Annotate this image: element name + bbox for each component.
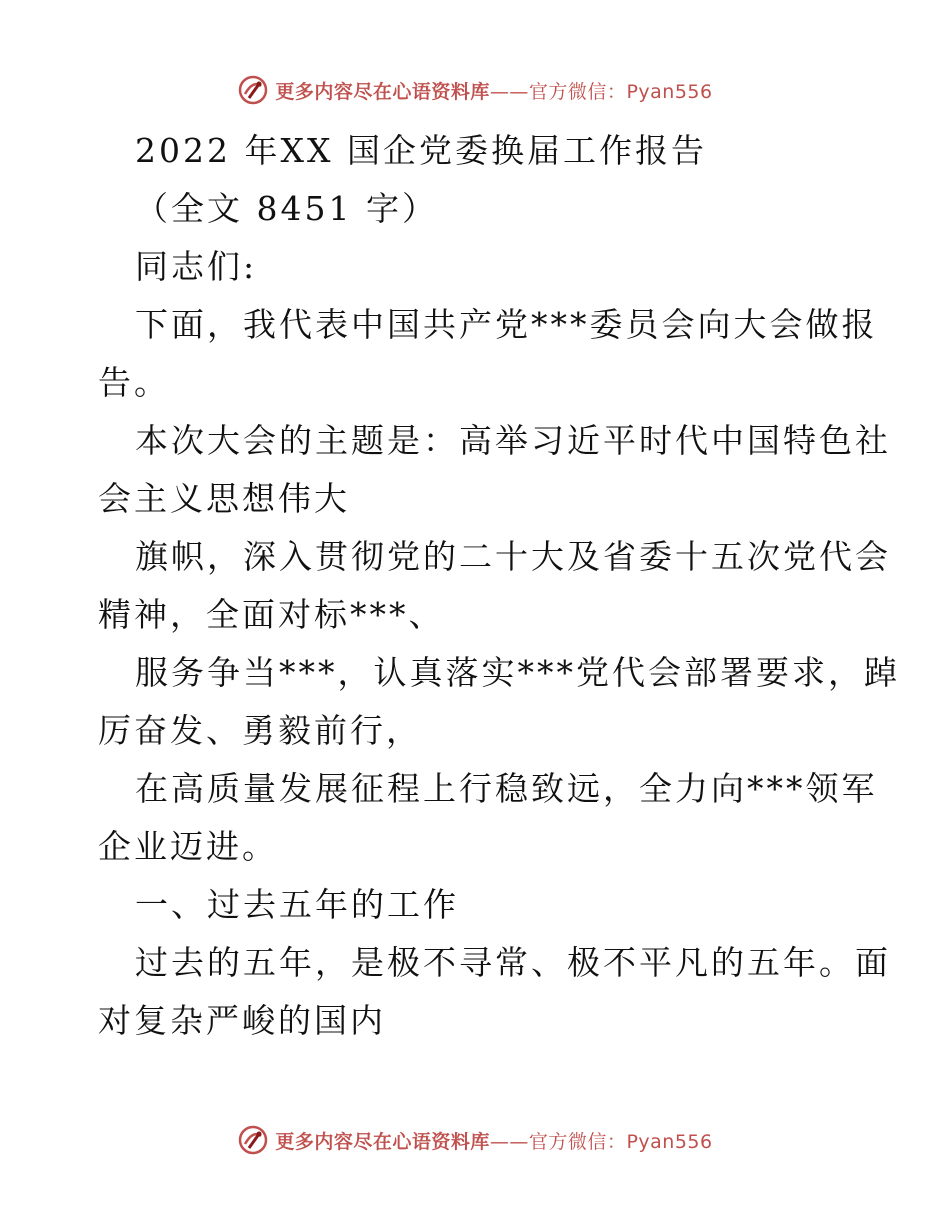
paragraph-line: 精神，全面对标***、 — [98, 595, 445, 634]
logo-icon — [237, 74, 269, 106]
logo-icon — [237, 1124, 269, 1156]
paragraph-line: 厉奋发、勇毅前行， — [98, 711, 422, 750]
paragraph-line: 会主义思想伟大 — [98, 479, 350, 518]
paragraph-line: 本次大会的主题是：高举习近平时代中国特色社 — [135, 421, 891, 460]
paragraph-line: 下面，我代表中国共产党***委员会向大会做报 — [135, 305, 878, 344]
paragraph-line: 企业迈进。 — [98, 827, 278, 866]
paragraph-line: 服务争当***，认真落实***党代会部署要求，踔 — [135, 653, 900, 692]
word-count: （全文 8451 字） — [135, 189, 438, 228]
paragraph-line: 在高质量发展征程上行稳致远，全力向***领军 — [135, 769, 878, 808]
salutation: 同志们: — [135, 247, 258, 286]
watermark-header — [0, 70, 950, 110]
paragraph-line: 过去的五年，是极不寻常、极不平凡的五年。面 — [135, 943, 891, 982]
section-heading: 一、过去五年的工作 — [135, 885, 459, 924]
watermark-text: 更多内容尽在心语资料库——官方微信：Pyan556 — [275, 1130, 713, 1153]
paragraph-line: 旗帜，深入贯彻党的二十大及省委十五次党代会 — [135, 537, 891, 576]
paragraph-line: 告。 — [98, 363, 170, 402]
document-title: 2022 年XX 国企党委换届工作报告 — [135, 131, 707, 170]
paragraph-line: 对复杂严峻的国内 — [98, 1001, 386, 1040]
watermark-text: 更多内容尽在心语资料库——官方微信：Pyan556 — [275, 80, 713, 103]
watermark-footer — [0, 1120, 950, 1160]
document-body — [98, 122, 900, 1050]
